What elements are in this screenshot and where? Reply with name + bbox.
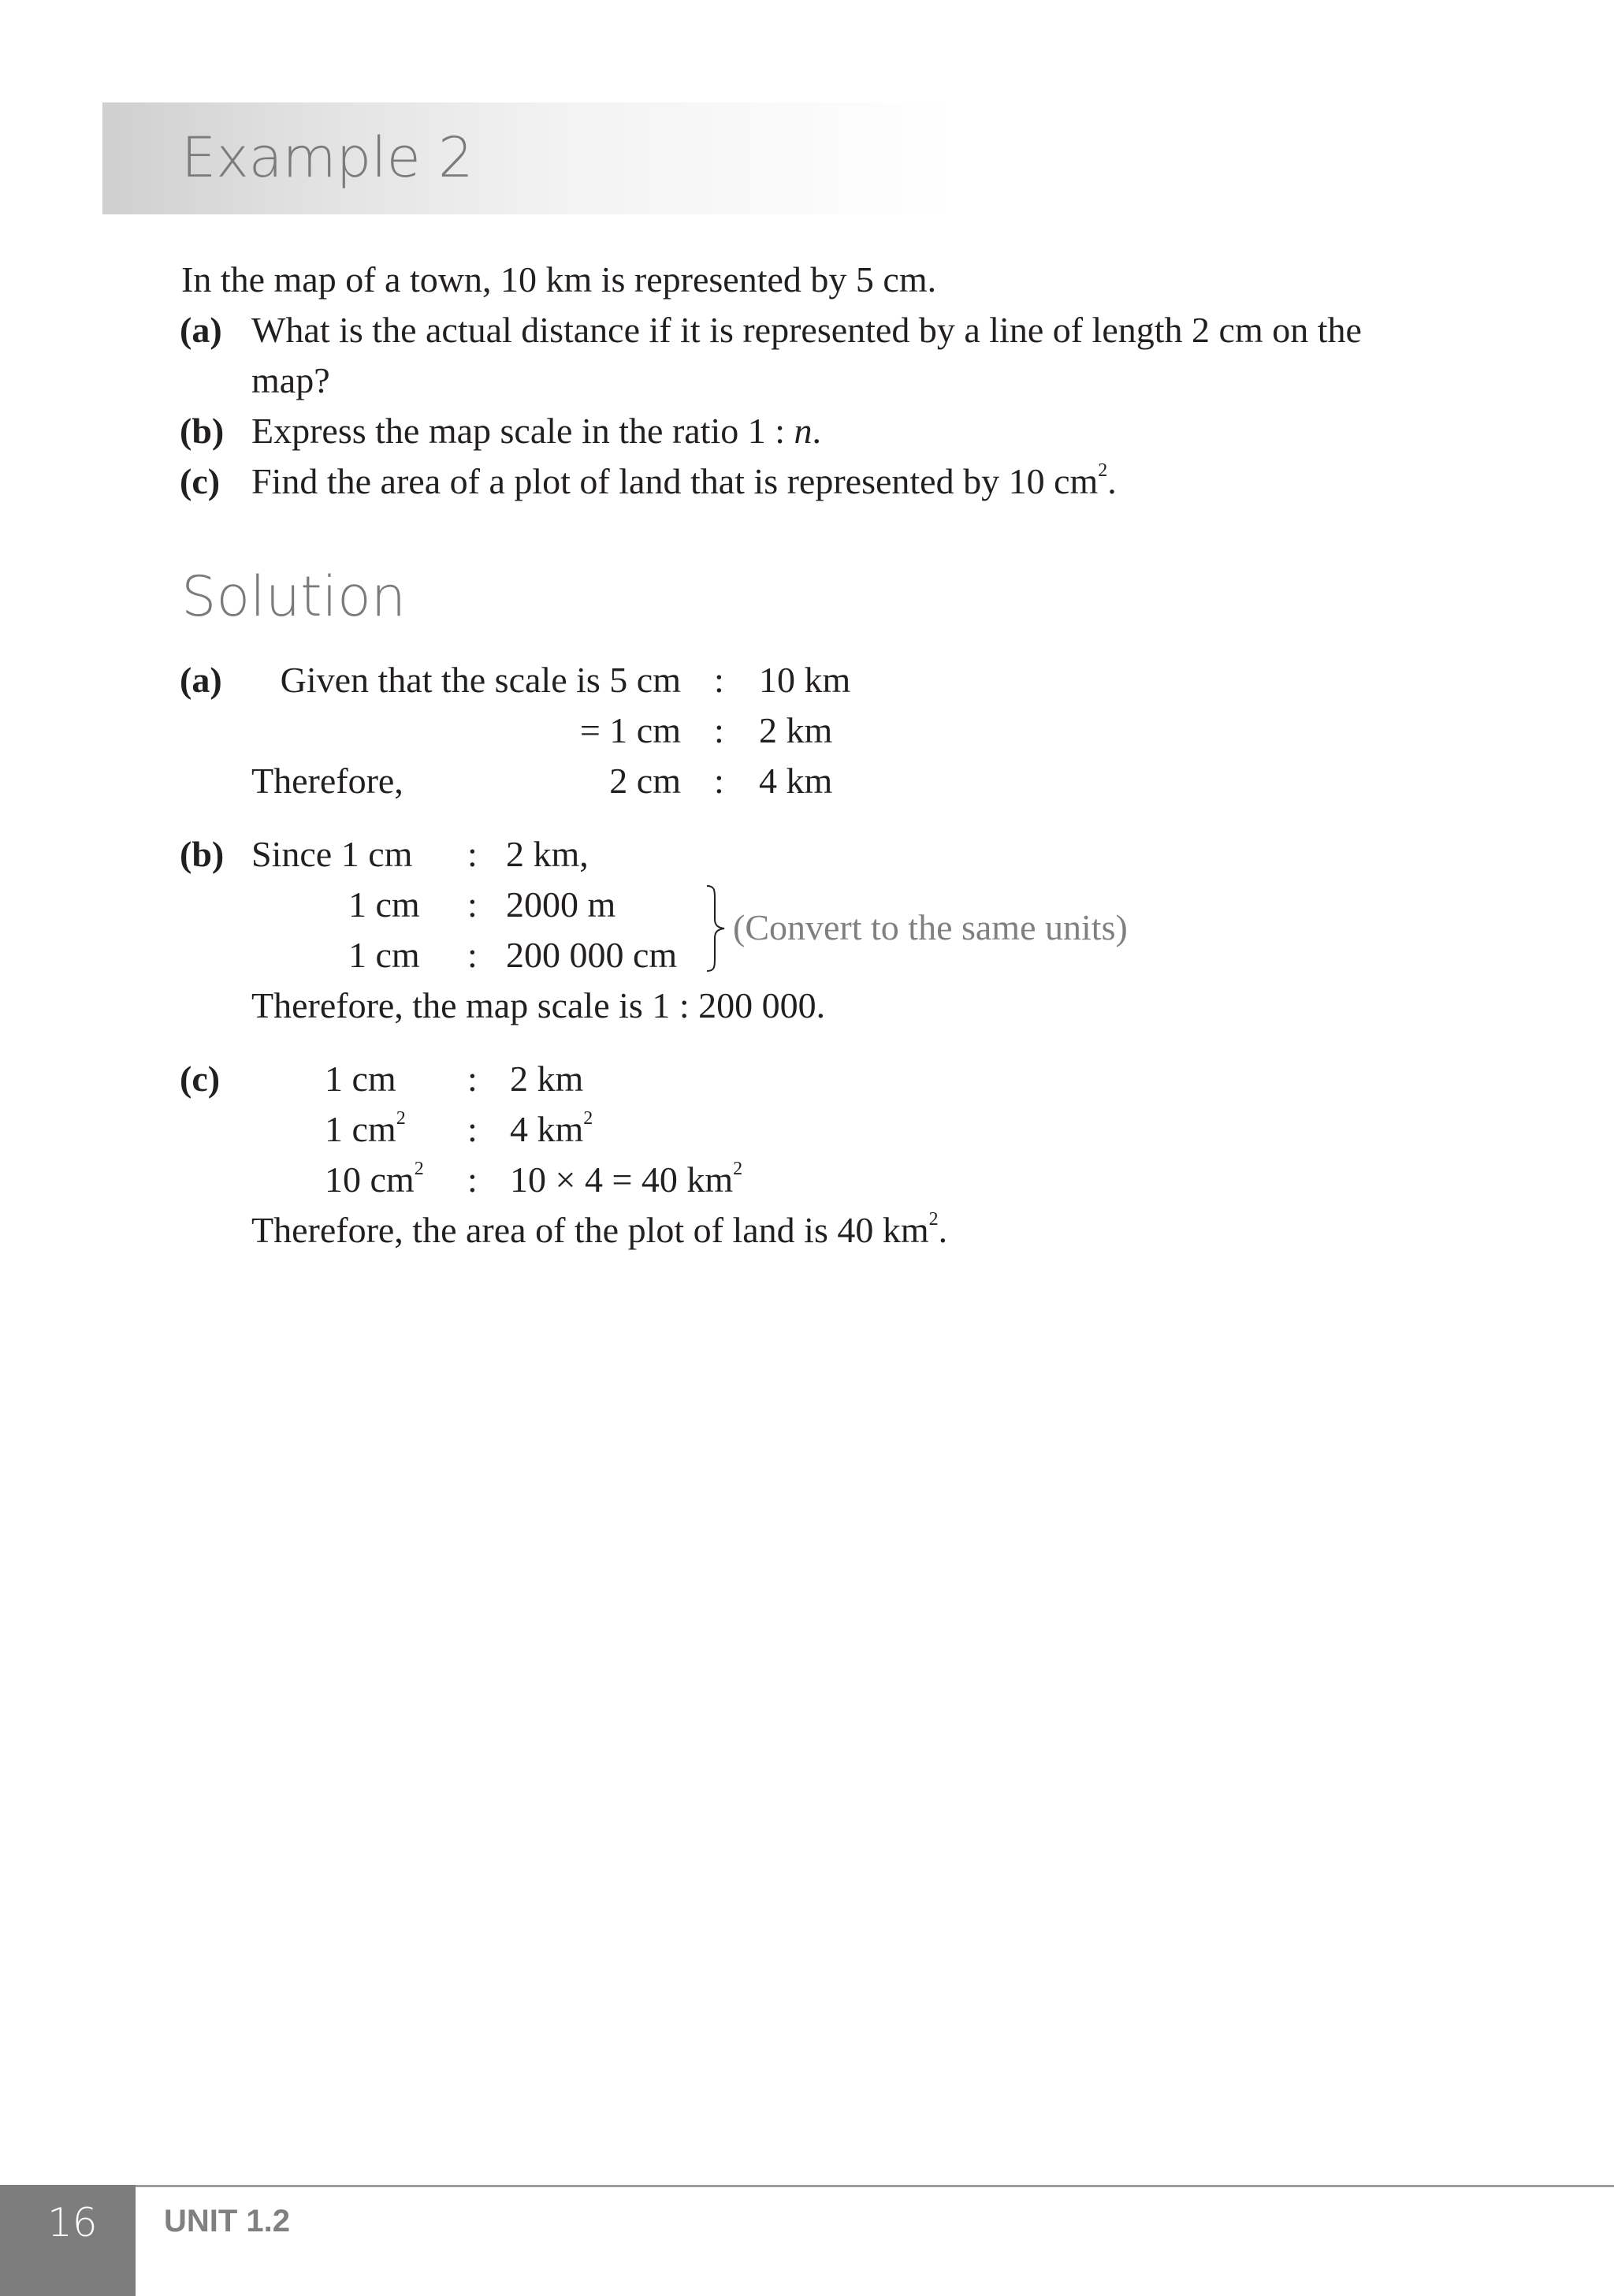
solution-b-row3-left: 1 cm — [348, 935, 420, 975]
solution-c-row3-right: 10 × 4 = 40 $km^2$ — [510, 1159, 743, 1200]
solution-c-row2-colon: : — [467, 1109, 478, 1149]
solution-b-row2-left: 1 cm — [348, 884, 420, 925]
example-title: Example 2 — [181, 125, 474, 190]
solution-b-label: (b) — [180, 834, 225, 874]
solution-title: Solution — [181, 564, 407, 629]
problem-a-label: (a) — [180, 310, 222, 350]
problem-c-label: (c) — [180, 461, 221, 501]
problem-a-text: What is the actual distance if it is represented by a line of length 2 cm on the — [251, 310, 1362, 350]
solution-a-row3-colon: : — [714, 761, 724, 801]
solution-c-row1-right: 2 km — [510, 1059, 584, 1099]
solution-c-row1-left: 1 cm — [325, 1059, 396, 1099]
footer-rule — [0, 2185, 1614, 2187]
problem-c-text: Find the area of a plot of land that is represented by 10 $cm^2$. — [251, 460, 1117, 501]
solution-b-note: (Convert to the same units) — [733, 907, 1128, 947]
problem-b-label: (b) — [180, 411, 225, 451]
solution-b-row1-right: 2 km, — [506, 834, 589, 874]
solution-a-row2-left: = 1 cm — [579, 710, 681, 750]
solution-b-row1-colon: : — [467, 834, 478, 874]
solution-c-row3-colon: : — [467, 1159, 478, 1200]
solution-a-row3-right: 4 km — [759, 761, 833, 801]
curly-brace-icon — [704, 884, 727, 973]
unit-label: UNIT 1.2 — [164, 2204, 291, 2238]
solution-a-row2-right: 2 km — [759, 710, 833, 750]
solution-b-row1-left: Since 1 cm — [251, 834, 413, 874]
solution-c-row2-right: 4 $km^2$ — [510, 1108, 593, 1149]
problem-b-text: Express the map scale in the ratio 1 : n. — [251, 411, 822, 451]
solution-b-row2-right: 2000 m — [506, 884, 616, 925]
solution-c-row3-left: 10 $cm^2$ — [325, 1159, 424, 1200]
solution-a-row3-left: 2 cm — [609, 761, 681, 801]
solution-c-row1-colon: : — [467, 1059, 478, 1099]
solution-b-row2-colon: : — [467, 884, 478, 925]
solution-c-row2-left: 1 $cm^2$ — [325, 1108, 406, 1149]
problem-intro: In the map of a town, 10 km is represented by 5 cm. — [181, 259, 937, 300]
solution-a-row2-colon: : — [714, 710, 724, 750]
solution-c-label: (c) — [180, 1059, 221, 1099]
solution-a-row1-left: Given that the scale is 5 cm — [280, 660, 681, 700]
solution-a-label: (a) — [180, 660, 222, 700]
page-number: 16 — [47, 2200, 98, 2246]
solution-a-row1-right: 10 km — [759, 660, 851, 700]
problem-a-text-cont: map? — [251, 360, 330, 400]
solution-c-conclusion: Therefore, the area of the plot of land is 40 $km^2$. — [251, 1209, 948, 1250]
solution-b-row3-colon: : — [467, 935, 478, 975]
solution-b-conclusion: Therefore, the map scale is 1 : 200 000. — [251, 985, 826, 1025]
solution-a-row1-colon: : — [714, 660, 724, 700]
solution-b-row3-right: 200 000 cm — [506, 935, 678, 975]
solution-a-therefore: Therefore, — [251, 761, 404, 801]
